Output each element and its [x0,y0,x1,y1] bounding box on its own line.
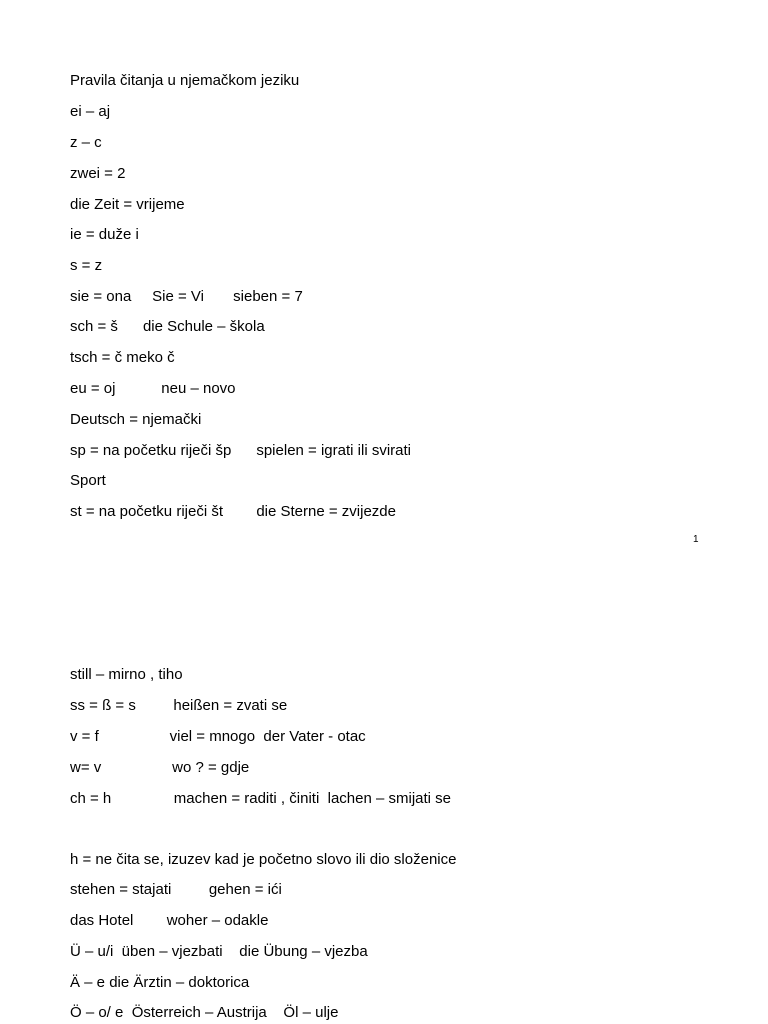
text-line: z – c [70,134,102,151]
text-line: die Zeit = vrijeme [70,196,185,213]
text-line: ei – aj [70,103,111,120]
text-line: Deutsch = njemački [70,411,202,428]
text-line: Sport [70,472,106,489]
text-line: zwei = 2 [70,165,126,182]
page-number: 1 [693,534,699,545]
text-line: sch = š die Schule – škola [70,318,265,335]
text-line: s = z [70,257,103,274]
text-line: tsch = č meko č [70,349,175,366]
text-line: sp = na početku riječi šp spielen = igrati ili svirati [70,442,411,459]
text-line: w= v wo ? = gdje [70,759,250,776]
text-line: ie = duže i [70,226,139,243]
text-line: ch = h machen = raditi , činiti lachen – smijati se [70,790,451,807]
text-line: v = f viel = mnogo der Vater - otac [70,728,366,745]
text-line: still – mirno , tiho [70,666,183,683]
document-title: Pravila čitanja u njemačkom jeziku [70,72,300,89]
text-line: ss = ß = s heißen = zvati se [70,697,288,714]
text-line: Ä – e die Ärztin – doktorica [70,974,250,991]
text-line: das Hotel woher – odakle [70,912,269,929]
text-line: stehen = stajati gehen = ići [70,881,282,898]
text-line: Ö – o/ e Österreich – Austrija Öl – ulje [70,1004,339,1021]
text-line: eu = oj neu – novo [70,380,236,397]
text-line: sie = ona Sie = Vi sieben = 7 [70,288,303,305]
text-line: h = ne čita se, izuzev kad je početno slovo ili dio složenice [70,851,457,868]
text-line: Ü – u/i üben – vjezbati die Übung – vjezba [70,943,368,960]
text-line: st = na početku riječi št die Sterne = zvijezde [70,503,396,520]
